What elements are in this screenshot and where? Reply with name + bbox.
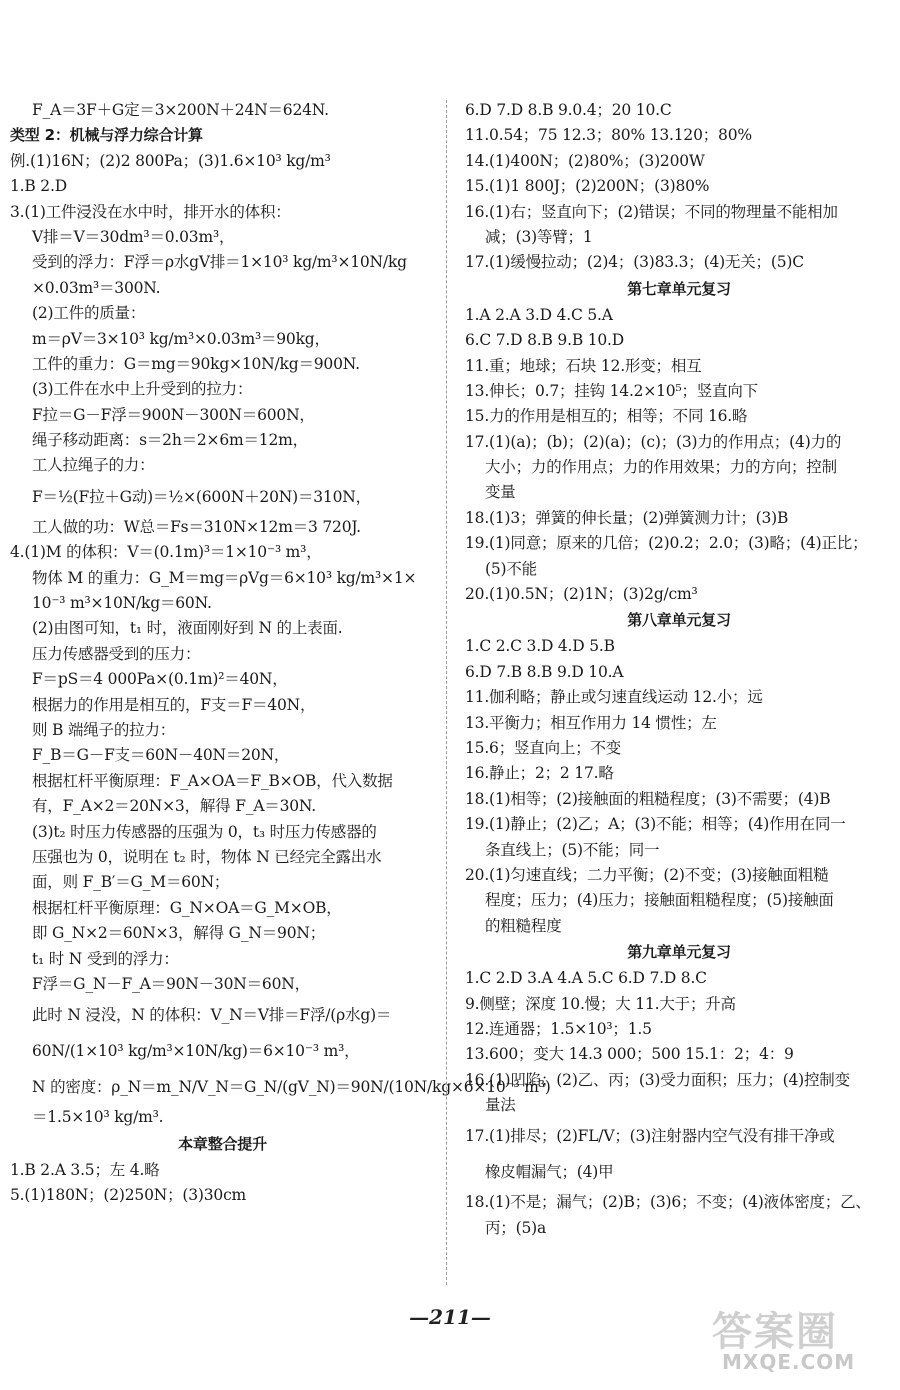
left-line: m＝ρV＝3×10³ kg/m³×0.03m³＝90kg，: [32, 329, 330, 348]
right-line: 11.重；地球；石块 12.形变；相互: [465, 356, 702, 375]
left-line: 工人拉绳子的力：: [32, 456, 155, 475]
right-line: 18.(1)相等；(2)接触面的粗糙程度；(3)不需要；(4)B: [465, 789, 831, 808]
right-section-heading: 第七章单元复习: [627, 279, 731, 298]
right-line: 18.(1)3；弹簧的伸长量；(2)弹簧测力计；(3)B: [465, 508, 789, 527]
left-line: 5.(1)180N；(2)250N；(3)30cm: [10, 1186, 247, 1205]
left-line: ＝1.5×10³ kg/m³.: [32, 1108, 164, 1127]
right-line: 减；(3)等臂；1: [485, 227, 593, 246]
left-line: 根据力的作用是相互的，F支＝F＝40N，: [32, 695, 316, 714]
left-line: 面，则 F_B′＝G_M＝60N；: [32, 873, 230, 892]
right-line: 13.600；变大 14.3 000；500 15.1：2；4：9: [465, 1045, 794, 1064]
left-line: F_B＝G－F支＝60N－40N＝20N，: [32, 746, 290, 765]
right-line: 9.侧壁；深度 10.慢；大 11.大于；升高: [465, 994, 736, 1013]
column-divider: [446, 100, 447, 1285]
left-section-heading: 本章整合提升: [178, 1134, 267, 1153]
right-line: 15.力的作用是相互的；相等；不同 16.略: [465, 407, 748, 426]
left-line: 压力传感器受到的压力：: [32, 644, 201, 663]
left-line: 1.B 2.D: [10, 177, 67, 196]
left-line: 根据杠杆平衡原理：F_A×OA＝F_B×OB，代入数据: [32, 771, 393, 790]
left-line: 受到的浮力：F浮＝ρ水gV排＝1×10³ kg/m³×10N/kg: [32, 253, 407, 272]
left-line: F＝pS＝4 000Pa×(0.1m)²＝40N，: [32, 670, 288, 689]
left-line: 1.B 2.A 3.5；左 4.略: [10, 1160, 160, 1179]
left-line: 此时 N 浸没，N 的体积：V_N＝V排＝F浮/(ρ水g)＝: [32, 1006, 392, 1025]
left-line: V排＝V＝30dm³＝0.03m³，: [32, 227, 235, 246]
right-line: 12.连通器；1.5×10³；1.5: [465, 1019, 652, 1038]
left-line: 即 G_N×2＝60N×3，解得 G_N＝90N；: [32, 924, 326, 943]
right-line: 11.0.54；75 12.3；80% 13.120；80%: [465, 126, 752, 145]
right-line: 16.静止；2；2 17.略: [465, 764, 614, 783]
right-column: [465, 98, 893, 1241]
left-line: F浮＝G_N－F_A＝90N－30N＝60N，: [32, 974, 310, 993]
right-line: 17.(1)(a)；(b)；(2)(a)；(c)；(3)力的作用点；(4)力的: [465, 432, 842, 451]
page-number: —211—: [409, 1305, 491, 1329]
right-line: 15.(1)1 800J；(2)200N；(3)80%: [465, 177, 710, 196]
left-line: 60N/(1×10³ kg/m³×10N/kg)＝6×10⁻³ m³，: [32, 1042, 360, 1061]
watermark-logo: [692, 1300, 882, 1380]
left-line: (3)t₂ 时压力传感器的压强为 0，t₃ 时压力传感器的: [32, 822, 377, 841]
right-line: 13.伸长；0.7；挂钩 14.2×10⁵；竖直向下: [465, 381, 758, 400]
right-line: (5)不能: [485, 559, 537, 578]
right-line: 6.D 7.D 8.B 9.0.4；20 10.C: [465, 101, 672, 119]
right-line: 17.(1)排尽；(2)FL/V；(3)注射器内空气没有排干净或: [465, 1127, 835, 1146]
left-line: 4.(1)M 的体积：V＝(0.1m)³＝1×10⁻³ m³，: [10, 543, 322, 562]
right-line: 大小；力的作用点；力的作用效果；力的方向；控制: [485, 458, 837, 477]
right-line: 19.(1)静止；(2)乙；A；(3)不能；相等；(4)作用在同一: [465, 815, 846, 834]
right-line: 1.C 2.D 3.A 4.A 5.C 6.D 7.D 8.C: [465, 969, 707, 988]
left-line: 则 B 端绳子的拉力：: [32, 720, 176, 739]
right-line: 程度；压力；(4)压力；接触面粗糙程度；(5)接触面: [485, 891, 834, 910]
right-line: 量法: [485, 1096, 516, 1115]
left-line: t₁ 时 N 受到的浮力：: [32, 949, 179, 968]
right-line: 20.(1)匀速直线；二力平衡；(2)不变；(3)接触面粗糙: [465, 865, 829, 884]
left-line: 3.(1)工件浸没在水中时，排开水的体积：: [10, 202, 291, 221]
right-line: 16.(1)凹陷；(2)乙、丙；(3)受力面积；压力；(4)控制变: [465, 1070, 850, 1089]
watermark-url: MXQE.COM: [722, 1350, 856, 1374]
left-line: 绳子移动距离：s＝2h＝2×6m＝12m，: [32, 431, 308, 450]
left-line: (2)工件的质量：: [32, 304, 146, 323]
left-line: 10⁻³ m³×10N/kg＝60N.: [32, 594, 212, 613]
right-line: 6.D 7.B 8.B 9.D 10.A: [465, 662, 624, 681]
left-line: ×0.03m³＝300N.: [32, 278, 161, 297]
right-line: 13.平衡力；相互作用力 14 惯性；左: [465, 713, 717, 732]
right-line: 15.6；竖直向上；不变: [465, 738, 622, 757]
left-line: 有，F_A×2＝20N×3，解得 F_A＝30N.: [32, 797, 317, 816]
left-line: F＝½(F拉＋G动)＝½×(600N＋20N)＝310N，: [32, 487, 371, 506]
right-line: 11.伽利略；静止或匀速直线运动 12.小；远: [465, 688, 763, 707]
left-line: 类型 2：机械与浮力综合计算: [10, 126, 203, 145]
left-line: 例.(1)16N；(2)2 800Pa；(3)1.6×10³ kg/m³: [10, 151, 331, 170]
right-line: 20.(1)0.5N；(2)1N；(3)2g/cm³: [465, 585, 698, 604]
right-line: 17.(1)缓慢拉动；(2)4；(3)83.3；(4)无关；(5)C: [465, 253, 804, 272]
right-line: 丙；(5)a: [485, 1218, 546, 1237]
left-line: F拉＝G－F浮＝900N－300N＝600N，: [32, 405, 315, 424]
left-line: 根据杠杆平衡原理：G_N×OA＝G_M×OB，: [32, 898, 342, 917]
watermark-text: 答案圈: [712, 1309, 838, 1355]
left-line: (2)由图可知，t₁ 时，液面刚好到 N 的上表面.: [32, 619, 343, 638]
right-line: 1.C 2.C 3.D 4.D 5.B: [465, 637, 615, 656]
right-line: 1.A 2.A 3.D 4.C 5.A: [465, 305, 613, 324]
right-section-heading: 第八章单元复习: [627, 611, 731, 630]
left-line: (3)工件在水中上升受到的拉力：: [32, 380, 253, 399]
right-line: 14.(1)400N；(2)80%；(3)200W: [465, 151, 705, 170]
left-line: F_A＝3F＋G定＝3×200N＋24N＝624N.: [32, 101, 329, 119]
right-line: 6.C 7.D 8.B 9.B 10.D: [465, 331, 625, 350]
right-line: 橡皮帽漏气；(4)甲: [485, 1163, 614, 1182]
right-line: 19.(1)同意；原来的几倍；(2)0.2；2.0；(3)略；(4)正比；: [465, 534, 868, 553]
left-line: 压强也为 0，说明在 t₂ 时，物体 N 已经完全露出水: [32, 847, 382, 866]
right-line: 条直线上；(5)不能；同一: [485, 840, 660, 859]
right-line: 18.(1)不是；漏气；(2)B；(3)6；不变；(4)液体密度；乙、: [465, 1193, 871, 1212]
right-line: 变量: [485, 483, 516, 502]
right-line: 16.(1)右；竖直向下；(2)错误；不同的物理量不能相加: [465, 202, 838, 221]
left-line: 工人做的功：W总＝Fs＝310N×12m＝3 720J.: [32, 517, 361, 536]
right-section-heading: 第九章单元复习: [627, 943, 731, 962]
left-line: N 的密度：ρ_N＝m_N/V_N＝G_N/(gV_N)＝90N/(10N/kg×6×10⁻³ m³): [32, 1078, 551, 1097]
left-line: 物体 M 的重力：G_M＝mg＝ρVg＝6×10³ kg/m³×1×: [32, 568, 417, 587]
right-line: 的粗糙程度: [485, 916, 562, 935]
left-line: 工件的重力：G＝mg＝90kg×10N/kg＝900N.: [32, 354, 360, 373]
